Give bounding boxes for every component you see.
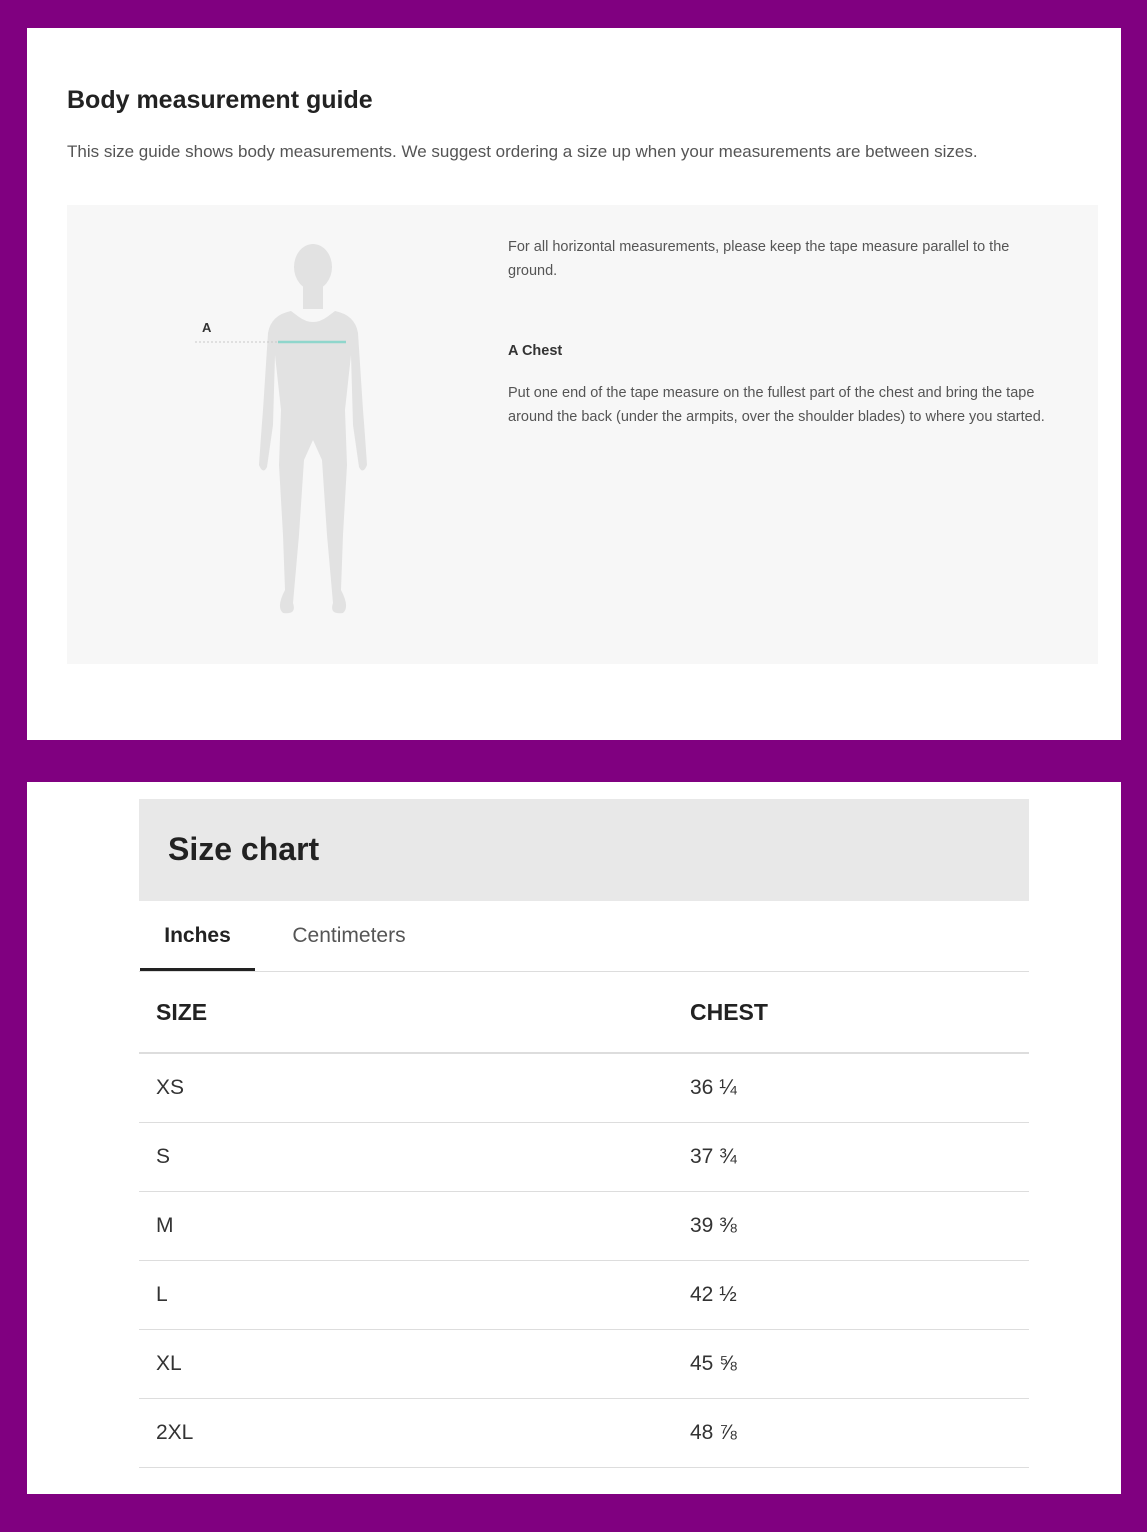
chest-cell: 39 ⅜ [690,1192,1029,1261]
chart-title: Size chart [168,831,320,867]
body-figure [195,235,375,625]
size-cell: L [139,1261,690,1330]
measurement-guide-panel [27,28,1121,740]
tab-inches[interactable]: Inches [140,901,255,971]
measurement-diagram [67,205,1098,664]
chest-cell: 42 ½ [690,1261,1029,1330]
body-silhouette [259,244,367,613]
column-header-size: SIZE [139,972,690,1053]
table-header-row [139,972,1029,1053]
size-table [139,972,1029,1468]
table-row [139,1123,1029,1192]
size-cell: 2XL [139,1399,690,1468]
size-cell: S [139,1123,690,1192]
column-header-chest: CHEST [690,972,1029,1053]
chest-cell: 36 ¼ [690,1053,1029,1123]
chest-cell: 37 ¾ [690,1123,1029,1192]
table-row [139,1261,1029,1330]
marker-label: A [202,320,212,335]
guide-title: Body measurement guide [67,86,373,114]
size-cell: M [139,1192,690,1261]
body-figure-illustration [195,235,375,625]
measurement-name: A Chest [508,343,563,359]
table-row [139,1192,1029,1261]
guide-intro: This size guide shows body measurements. We suggest ordering a size up when your measurements are between sizes. [67,142,978,161]
table-row [139,1053,1029,1123]
chart-header [139,799,1029,901]
size-cell: XL [139,1330,690,1399]
chest-cell: 45 ⅝ [690,1330,1029,1399]
unit-tabs [139,901,1029,972]
size-cell: XS [139,1053,690,1123]
horizontal-note: For all horizontal measurements, please keep the tape measure parallel to the ground. [508,239,1010,279]
size-chart-panel [27,782,1121,1494]
guide-instructions [508,235,1058,429]
tab-centimeters[interactable]: Centimeters [292,924,406,947]
table-row [139,1330,1029,1399]
measurement-description: Put one end of the tape measure on the fullest part of the chest and bring the tape around the back (under the armpits, over the shoulder blades) to where you started. [508,385,1045,425]
chest-cell: 48 ⅞ [690,1399,1029,1468]
table-row [139,1399,1029,1468]
